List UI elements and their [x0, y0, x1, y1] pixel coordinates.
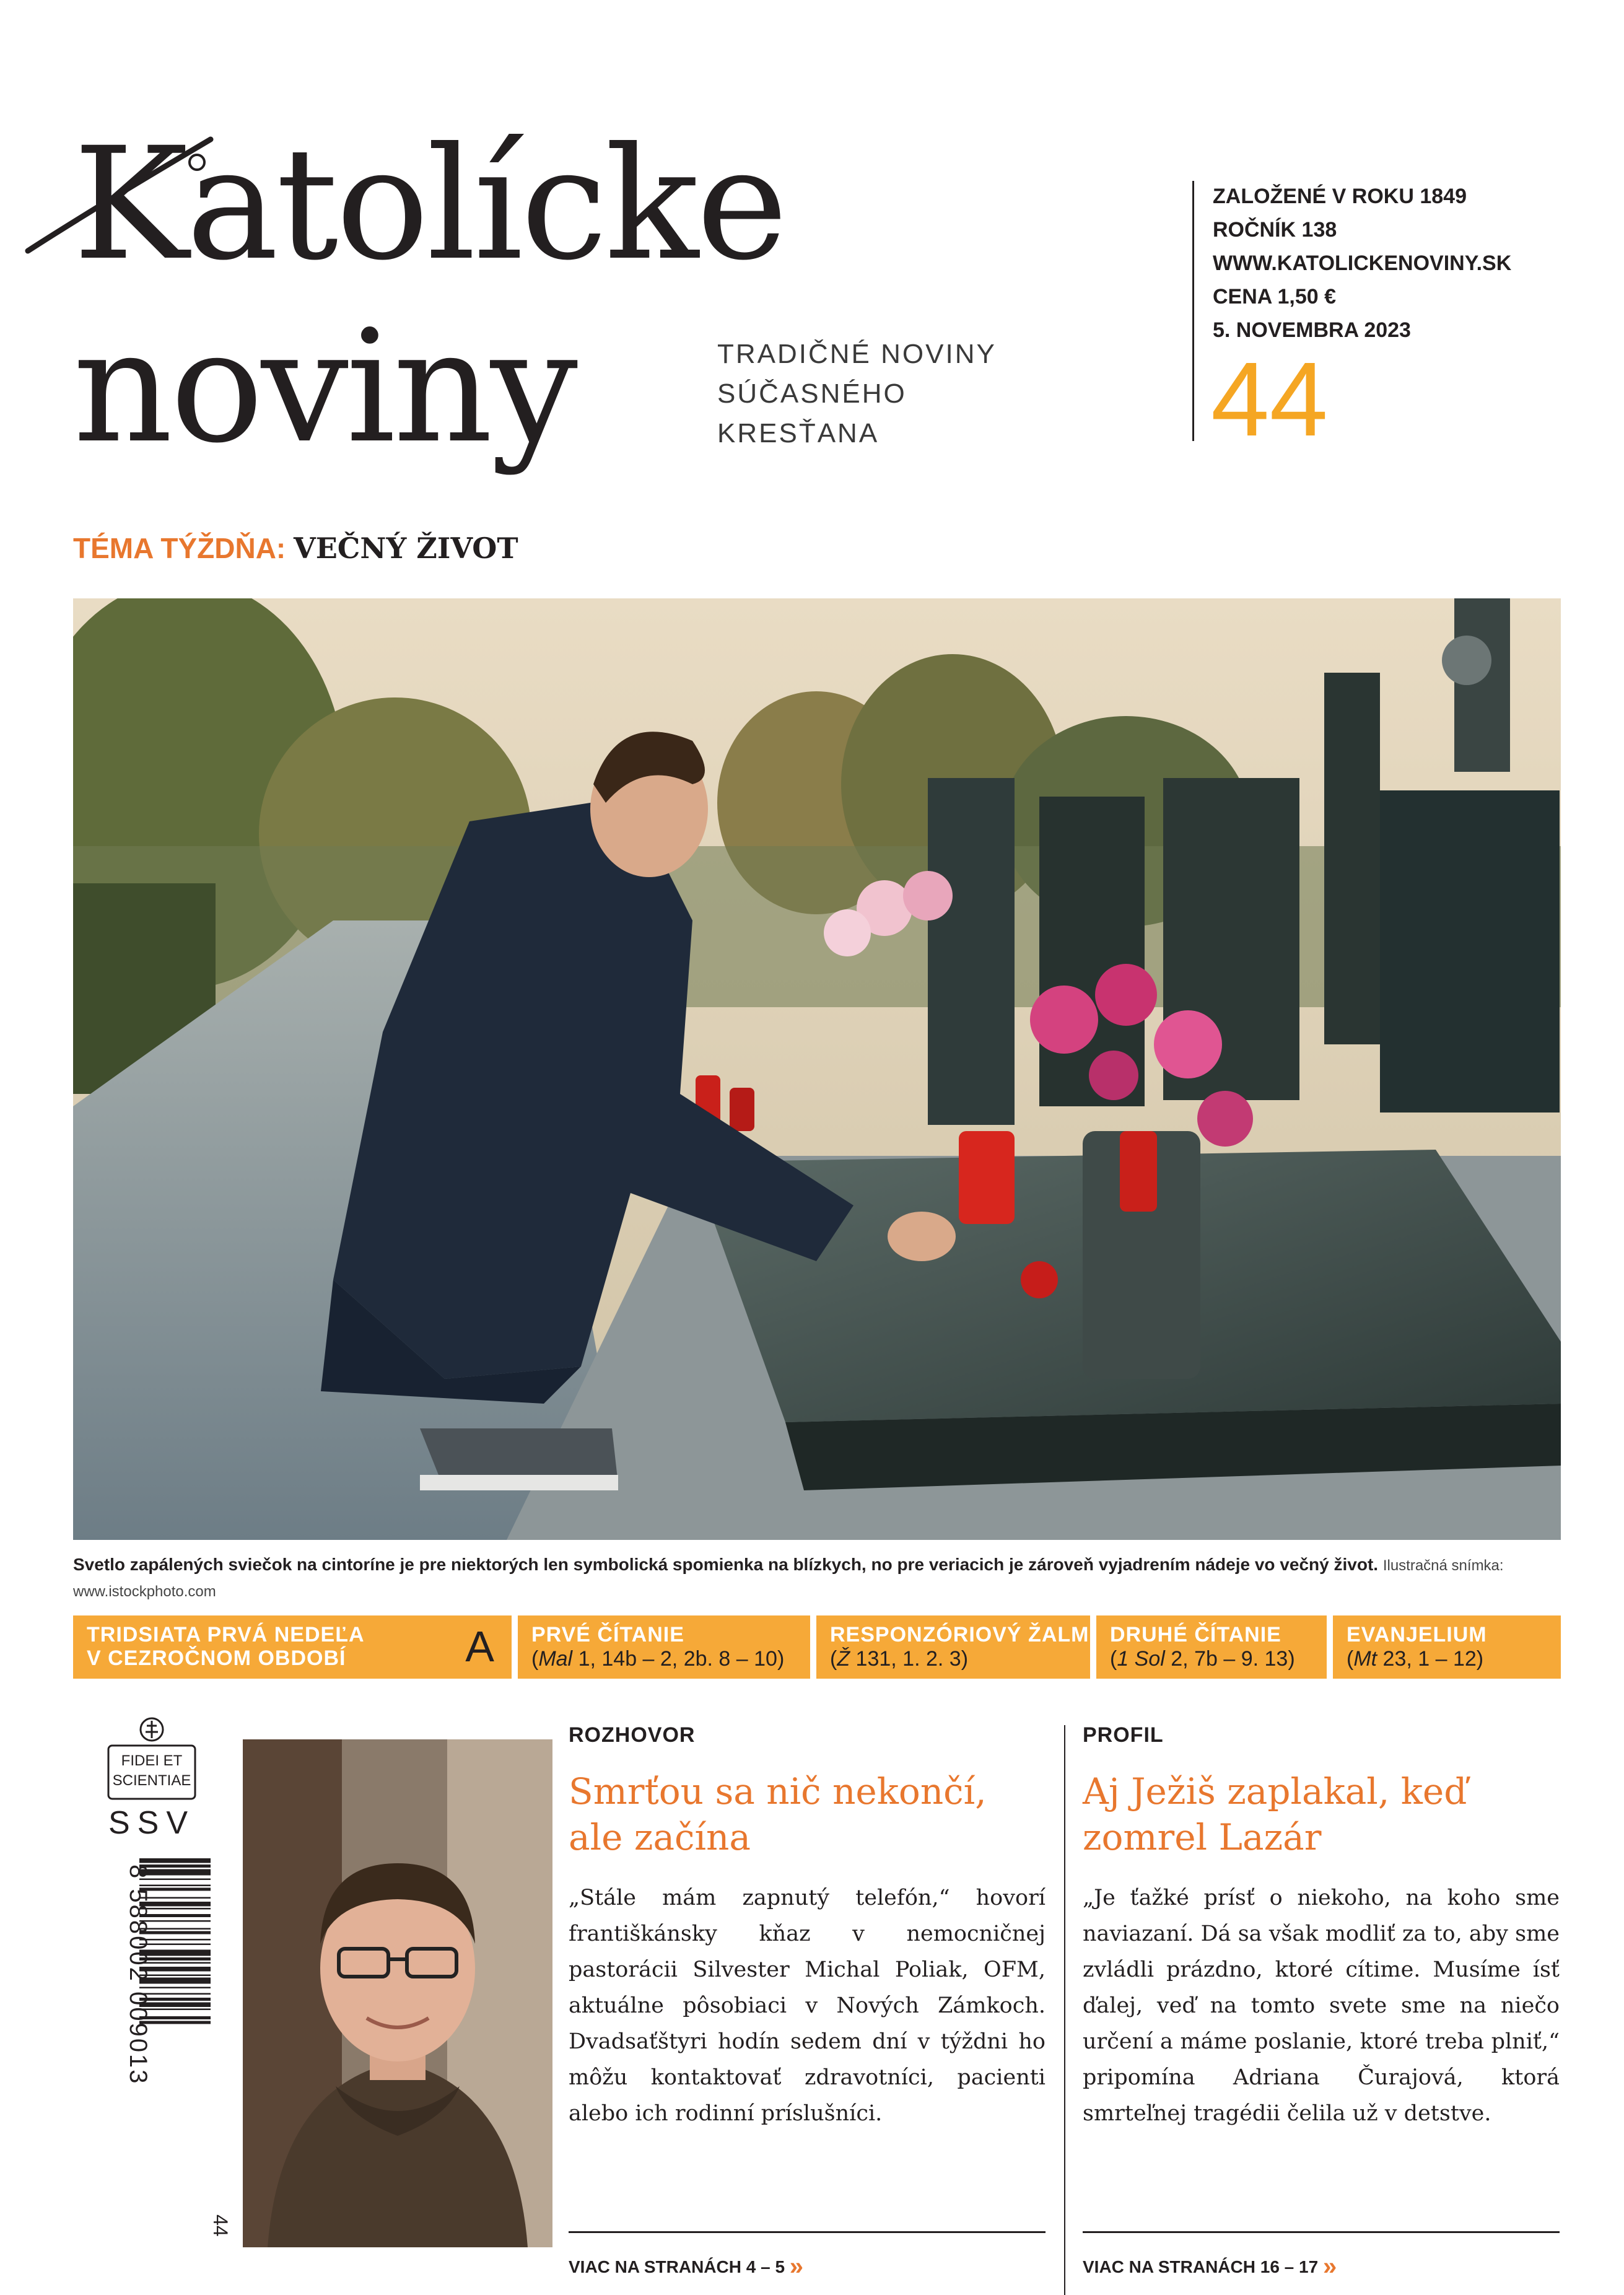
- sunday-line2: V CEZROČNOM OBDOBÍ: [87, 1646, 346, 1670]
- masthead-title-line1: Katolícke: [73, 114, 786, 294]
- issue-meta: [1213, 180, 1511, 347]
- article-profile: [1083, 1723, 1560, 2281]
- reading-title: EVANJELIUM: [1347, 1623, 1487, 1646]
- article-body: „Je ťažké prísť o niekoho, na koho sme naviazaní. Dá sa však modliť za to, aby sme zvládli prázdno, ktoré cítime. Musíme ísť ďalej, veď na tomto svete sme na niečo určení a máme poslanie, ktoré treba plniť,“ pripomína Adriana Čurajová, ktorá smrteľnej tragédii čelila už v detstve.: [1083, 1886, 1560, 2126]
- article-rule: [1083, 2231, 1560, 2233]
- reading-first: [518, 1615, 810, 1679]
- more-pages-link[interactable]: [569, 2253, 803, 2281]
- founded-text: ZALOŽENÉ V ROKU 1849: [1213, 185, 1467, 208]
- seal-line1: FIDEI ET: [121, 1752, 183, 1769]
- more-pages-text: VIAC NA STRANÁCH 4 – 5: [569, 2257, 785, 2276]
- reading-gospel: [1333, 1615, 1561, 1679]
- caption-text: Svetlo zapálených sviečok na cintoríne je pre niektorých len symbolická spomienka na blízkych, no pre veriacich je zároveň vyjadrením nádeje vo večný život.: [73, 1555, 1379, 1574]
- theme-label: TÉMA TÝŽDŇA:: [73, 532, 286, 564]
- reading-verses: 131, 1. 2. 3): [850, 1647, 969, 1671]
- chevron-right-icon: »: [1322, 2253, 1337, 2280]
- photo-caption: [73, 1552, 1561, 1604]
- article-title[interactable]: Aj Ježiš zaplakal, keď zomrel Lazár: [1083, 1770, 1467, 1858]
- more-pages-link[interactable]: [1083, 2253, 1337, 2281]
- reading-title: RESPONZÓRIOVÝ ŽALM: [830, 1623, 1089, 1646]
- reading-verses: 1, 14b – 2, 2b. 8 – 10): [572, 1647, 785, 1671]
- masthead-tagline: [717, 334, 997, 453]
- cemetery-photo-illustration: [73, 598, 1561, 1540]
- tagline-line: KRESŤANA: [717, 418, 880, 448]
- theme-value: VEČNÝ ŽIVOT: [294, 531, 518, 565]
- meta-divider: [1192, 181, 1194, 441]
- sunday-line1: TRIDSIATA PRVÁ NEDEĽA: [87, 1623, 365, 1646]
- website-link[interactable]: WWW.KATOLICKENOVINY.SK: [1213, 251, 1512, 275]
- volume-text: ROČNÍK 138: [1213, 218, 1337, 242]
- article-body: „Stále mám zapnutý telefón,“ hovorí františkánsky kňaz v nemocničnej pastorácii Silvester Michal Poliak, OFM, aktuálne pôsobiaci v Nových Zámkoch. Dvadsaťštyri hodín sedem dní v týždni ho môžu kontaktovať zdravotníci, pacienti alebo ich rodinní príslušníci.: [569, 1886, 1046, 2126]
- article-interview: [569, 1723, 1046, 2281]
- reading-ref: (1 Sol 2, 7b – 9. 13): [1110, 1647, 1295, 1671]
- barcode: [93, 1852, 248, 2242]
- liturgy-sunday: [73, 1615, 512, 1679]
- article-label: PROFIL: [1083, 1723, 1164, 1747]
- chevron-right-icon: »: [789, 2253, 804, 2280]
- barcode-number: 8 588002 009013: [124, 1864, 152, 2086]
- reading-book: Ž: [837, 1647, 850, 1671]
- reading-verses: 2, 7b – 9. 13): [1164, 1647, 1295, 1671]
- article-label: ROZHOVOR: [569, 1723, 696, 1747]
- tagline-line: SÚČASNÉHO: [717, 378, 907, 409]
- ssv-seal-logo: [96, 1717, 207, 1841]
- article-rule: [569, 2231, 1046, 2233]
- cover-photo: [73, 598, 1561, 1540]
- liturgy-bar: [73, 1615, 1561, 1679]
- issue-number: 44: [1211, 341, 1329, 458]
- seal-line2: SCIENTIAE: [112, 1772, 191, 1789]
- photo-credit: Ilustračná snímka: www.istockphoto.com: [73, 1557, 1504, 1600]
- theme-of-week: [73, 531, 518, 565]
- reading-ref: (Ž 131, 1. 2. 3): [830, 1647, 969, 1671]
- liturgical-cycle: A: [465, 1622, 494, 1671]
- reading-book: 1 Sol: [1117, 1647, 1165, 1671]
- reading-title: DRUHÉ ČÍTANIE: [1110, 1623, 1281, 1646]
- article-title[interactable]: Smrťou sa nič nekončí, ale začína: [569, 1770, 987, 1858]
- seal-letters: SSV: [108, 1805, 196, 1841]
- tagline-line: TRADIČNÉ NOVINY: [717, 339, 997, 369]
- price-text: CENA 1,50 €: [1213, 285, 1337, 308]
- reading-psalm: [816, 1615, 1090, 1679]
- reading-title: PRVÉ ČÍTANIE: [531, 1623, 684, 1646]
- reading-ref: (Mt 23, 1 – 12): [1347, 1647, 1484, 1671]
- masthead-title-line2: noviny: [73, 297, 575, 477]
- date-text: 5. NOVEMBRA 2023: [1213, 318, 1411, 342]
- interview-portrait: [243, 1739, 552, 2247]
- reading-book: Mt: [1353, 1647, 1377, 1671]
- barcode-addon: 44: [209, 2214, 232, 2237]
- reading-book: Mal: [538, 1647, 573, 1671]
- reading-ref: (Mal 1, 14b – 2, 2b. 8 – 10): [531, 1647, 785, 1671]
- column-divider: [1064, 1725, 1065, 2295]
- reading-verses: 23, 1 – 12): [1377, 1647, 1484, 1671]
- reading-second: [1096, 1615, 1327, 1679]
- more-pages-text: VIAC NA STRANÁCH 16 – 17: [1083, 2257, 1319, 2276]
